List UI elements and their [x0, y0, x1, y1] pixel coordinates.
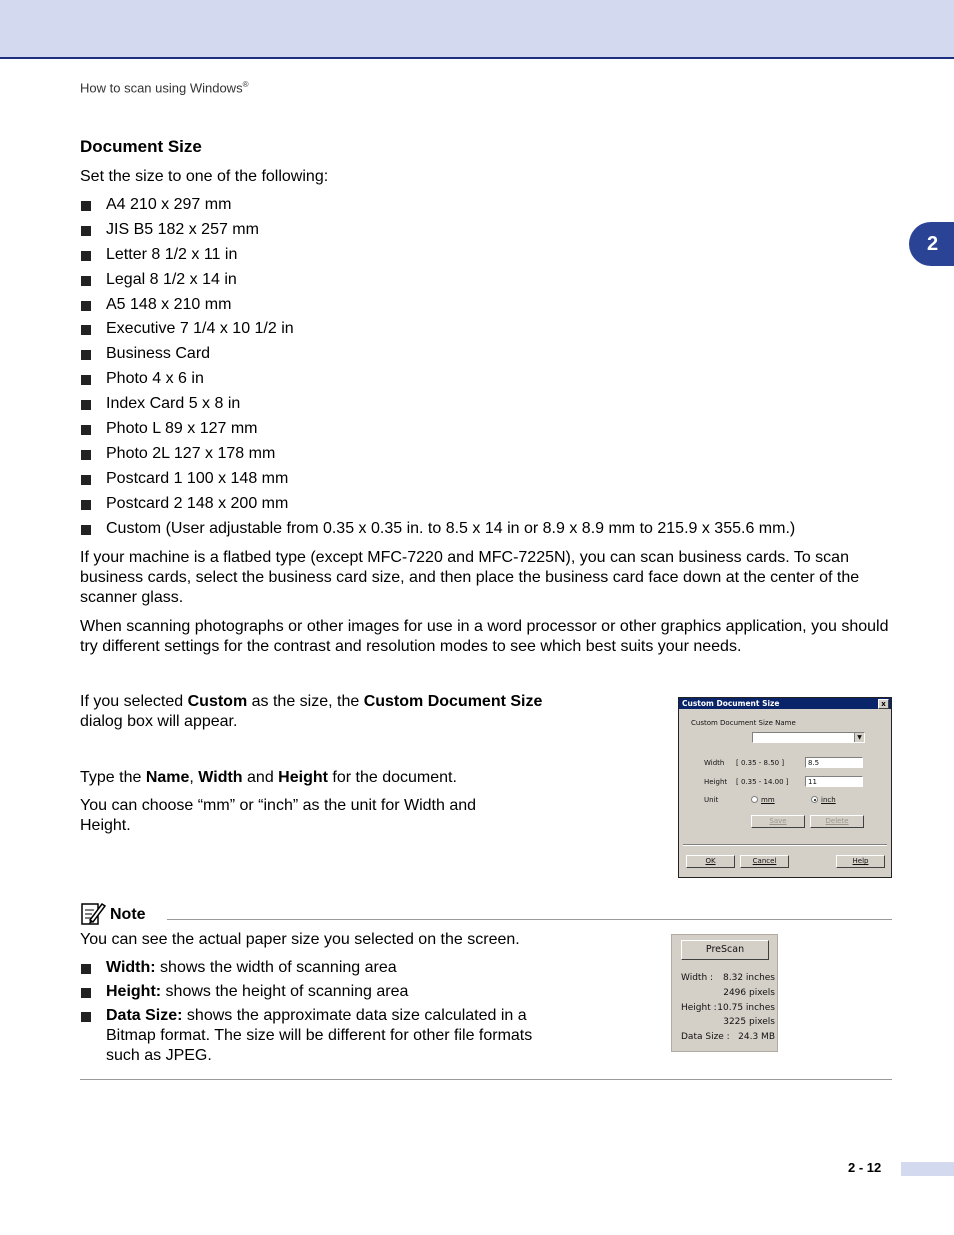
- name-label: Custom Document Size Name: [691, 719, 796, 727]
- bullet-icon: [81, 226, 91, 236]
- size-option-text: Executive 7 1/4 x 10 1/2 in: [106, 320, 294, 338]
- prescan-height-pixels-row: [681, 1016, 775, 1028]
- size-option-text: Photo 4 x 6 in: [106, 370, 204, 388]
- unit-mm-label: mm: [761, 796, 775, 804]
- list-item: [80, 982, 550, 1002]
- text-run: dialog box will appear.: [80, 713, 238, 730]
- unit-mm-radio[interactable]: [751, 796, 758, 803]
- footer-band: [901, 1162, 954, 1176]
- chapter-tab: 2: [909, 222, 954, 266]
- size-option-text: Photo L 89 x 127 mm: [106, 420, 258, 438]
- bullet-icon: [81, 500, 91, 510]
- list-item: [80, 295, 795, 320]
- note-term: Data Size:: [106, 1007, 183, 1024]
- cancel-button[interactable]: Cancel: [740, 855, 789, 868]
- size-option-text: Postcard 1 100 x 148 mm: [106, 469, 289, 487]
- running-header-text: How to scan using Windows: [80, 80, 243, 96]
- width-label: Width: [704, 759, 725, 767]
- list-item: [80, 494, 795, 519]
- prescan-datasize-value: 24.3 MB: [738, 1032, 775, 1042]
- prescan-datasize-label: Data Size :: [681, 1032, 730, 1042]
- list-item: [80, 519, 795, 544]
- page-number: 2 - 12: [848, 1160, 882, 1175]
- type-fields-paragraph: [80, 768, 550, 788]
- size-option-text: A5 148 x 210 mm: [106, 295, 232, 313]
- note-bottom-rule: [80, 1079, 892, 1080]
- size-option-text: Business Card: [106, 345, 211, 363]
- note-desc: shows the approximate data size calculated in a Bitmap format. The size will be different for other file formats such as JPEG.: [106, 1007, 533, 1064]
- bullet-icon: [81, 1012, 91, 1022]
- close-icon[interactable]: x: [878, 699, 889, 709]
- note-list: [80, 958, 550, 1070]
- bullet-icon: [81, 964, 91, 974]
- bullet-icon: [81, 525, 91, 535]
- bullet-icon: [81, 450, 91, 460]
- bullet-icon: [81, 350, 91, 360]
- bold-run: Height: [278, 769, 328, 786]
- bullet-icon: [81, 325, 91, 335]
- text-run: as the size, the: [247, 693, 364, 710]
- size-option-text: Custom (User adjustable from 0.35 x 0.35 in. to 8.5 x 14 in or 8.9 x 8.9 mm to 215.9 x 355.6 mm.): [106, 519, 796, 537]
- prescan-datasize-row: [681, 1031, 775, 1043]
- prescan-height-row: [681, 1002, 775, 1014]
- unit-label: Unit: [704, 796, 719, 804]
- bullet-icon: [81, 201, 91, 211]
- note-rule: [167, 919, 892, 920]
- unit-inch-label: inch: [821, 796, 836, 804]
- height-input[interactable]: 11: [805, 776, 863, 787]
- prescan-width-label: Width :: [681, 973, 714, 983]
- height-range: [ 0.35 - 14.00 ]: [736, 778, 789, 786]
- ok-button[interactable]: OK: [686, 855, 735, 868]
- bullet-icon: [81, 251, 91, 261]
- size-option-text: Index Card 5 x 8 in: [106, 395, 241, 413]
- custom-size-paragraph: [80, 692, 550, 732]
- size-option-text: A4 210 x 297 mm: [106, 196, 232, 213]
- prescan-width-pixels-row: [681, 987, 775, 999]
- text-run: ,: [189, 769, 199, 786]
- prescan-width-inches: 8.32 inches: [723, 973, 775, 983]
- note-pencil-icon: [80, 900, 106, 926]
- note-term: Width:: [106, 959, 156, 976]
- bullet-icon: [81, 400, 91, 410]
- bold-run: Width: [198, 769, 243, 786]
- dialog-title-bar: [679, 698, 891, 709]
- section-intro: Set the size to one of the following:: [80, 168, 329, 185]
- chevron-down-icon[interactable]: ▼: [854, 733, 864, 742]
- running-header: [80, 80, 248, 95]
- width-range: [ 0.35 - 8.50 ]: [736, 759, 785, 767]
- list-item: [80, 1006, 550, 1066]
- list-item: [80, 195, 795, 220]
- document-size-list: [80, 195, 795, 543]
- text-run: for the document.: [327, 769, 457, 786]
- note-desc: shows the width of scanning area: [155, 959, 397, 976]
- prescan-button[interactable]: PreScan: [681, 940, 769, 960]
- delete-button[interactable]: Delete: [810, 815, 864, 828]
- bold-run: Name: [145, 769, 190, 786]
- bold-run: Custom Document Size: [363, 693, 543, 710]
- text-run: If you selected: [80, 693, 188, 710]
- bold-run: Custom: [187, 693, 248, 710]
- name-dropdown[interactable]: [752, 732, 865, 743]
- size-option-text: Postcard 2 148 x 200 mm: [106, 494, 289, 512]
- list-item: [80, 958, 550, 978]
- list-item: [80, 444, 795, 469]
- bullet-icon: [81, 988, 91, 998]
- size-option-text: Legal 8 1/2 x 14 in: [106, 270, 237, 288]
- list-item: [80, 469, 795, 494]
- list-item: [80, 369, 795, 394]
- registered-mark: ®: [242, 80, 249, 89]
- list-item: [80, 419, 795, 444]
- bullet-icon: [81, 375, 91, 385]
- help-button[interactable]: Help: [836, 855, 885, 868]
- bullet-icon: [81, 301, 91, 311]
- prescan-width-row: [681, 972, 775, 984]
- dialog-title: Custom Document Size: [682, 699, 780, 708]
- note-label: Note: [110, 906, 146, 923]
- text-run: Type the: [80, 769, 146, 786]
- list-item: [80, 394, 795, 419]
- dialog-separator: [683, 844, 887, 846]
- list-item: [80, 245, 795, 270]
- business-card-paragraph: If your machine is a flatbed type (except MFC-7220 and MFC-7225N), you can scan business cards. To scan business cards, select the business card size, and then place the business card face down at the center of the scanner glass.: [80, 549, 860, 606]
- list-item: [80, 270, 795, 295]
- prescan-height-label: Height :: [681, 1003, 717, 1013]
- prescan-height-inches: 10.75 inches: [717, 1003, 775, 1013]
- list-item: [80, 319, 795, 344]
- list-item: [80, 220, 795, 245]
- unit-paragraph: You can choose “mm” or “inch” as the unit for Width and Height.: [80, 797, 477, 834]
- header-band: [0, 0, 954, 59]
- custom-document-size-dialog: [678, 697, 892, 878]
- size-option-text: Letter 8 1/2 x 11 in: [106, 245, 238, 263]
- section-title: Document Size: [80, 137, 202, 156]
- bullet-icon: [81, 276, 91, 286]
- size-option-text: JIS B5 182 x 257 mm: [106, 220, 259, 238]
- bullet-icon: [81, 425, 91, 435]
- list-item: [80, 344, 795, 369]
- width-input[interactable]: 8.5: [805, 757, 863, 768]
- prescan-height-pixels: 3225 pixels: [723, 1017, 775, 1027]
- unit-inch-radio[interactable]: [811, 796, 818, 803]
- photo-settings-paragraph: When scanning photographs or other images for use in a word processor or other graphics application, you should try different settings for the contrast and resolution modes to see which best suits your needs.: [80, 618, 889, 655]
- bullet-icon: [81, 475, 91, 485]
- size-option-text: Photo 2L 127 x 178 mm: [106, 444, 276, 462]
- height-label: Height: [704, 778, 728, 786]
- note-term: Height:: [106, 983, 162, 1000]
- note-text: You can see the actual paper size you selected on the screen.: [80, 931, 520, 948]
- note-desc: shows the height of scanning area: [161, 983, 409, 1000]
- text-run: and: [242, 769, 279, 786]
- prescan-width-pixels: 2496 pixels: [723, 988, 775, 998]
- save-button[interactable]: Save: [751, 815, 805, 828]
- prescan-panel: [671, 934, 778, 1052]
